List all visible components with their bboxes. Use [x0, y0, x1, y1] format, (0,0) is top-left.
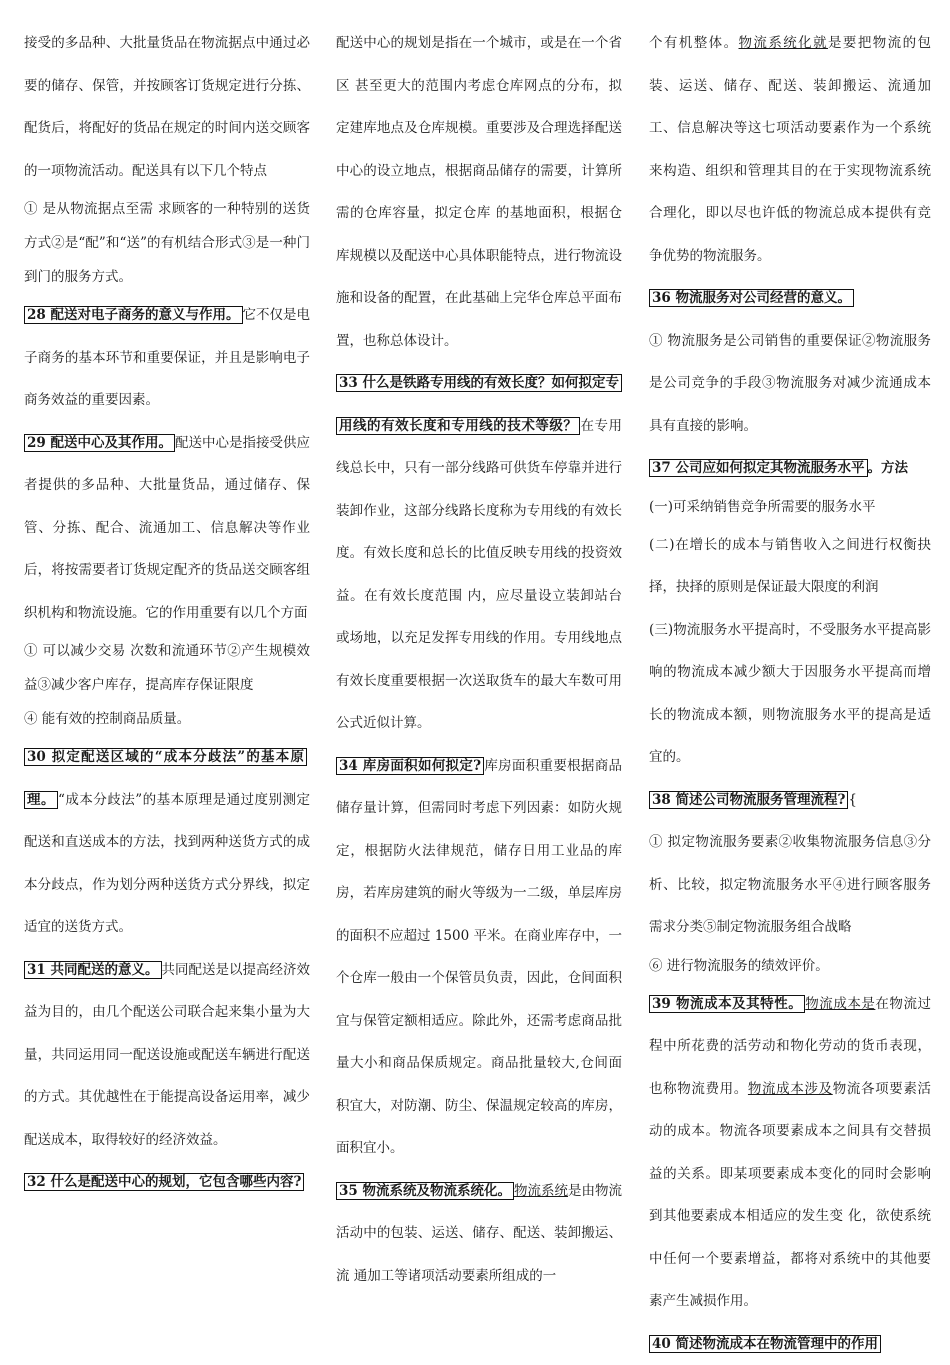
- question-33: [336, 362, 622, 745]
- question-29-answer: 配送中心是指接受供应者提供的多品种、大批量货品，通过储存、保管、分拣、配合、流通加工、信息解决等作业后，将按需要者订货规定配齐的货品送交顾客组织机构和物流设施。它的作用重要有以几个方面: [24, 435, 310, 621]
- question-30-answer: “成本分歧法”的基本原理是通过度别测定配送和直送成本的方法，找到两种送货方式的成本分歧点，作为划分两种送货方式分界线，拟定适宜的送货方式。: [24, 792, 310, 936]
- term-systemization: 物流系统化就: [739, 35, 829, 51]
- question-35-term: 物流系统: [514, 1183, 568, 1199]
- question-31: [24, 949, 310, 1162]
- question-33-answer: 在专用线总长中，只有一部分线路可供货车停靠并进行装卸作业，这部分线路长度称为专用线的有效长度。有效长度和总长的比值反映专用线的投资效益。在有效长度范围 内，应尽量设立装卸站台或场地，以充足发挥专用线的作用。专用线地点有效长度重要根据一次送取货车的最大车数可用公式近似计算。: [336, 418, 622, 732]
- text-column-1: [24, 22, 310, 1204]
- question-29-list-item-4: ④ 能有效的控制商品质量。: [24, 702, 310, 736]
- question-39-answer-2: 物流各项要素活动的成本。物流各项要素成本之间具有交替损益的关系。即某项要素成本变化的同时会影响到其他要素成本相适应的发生变 化，欲使系统中任何一个要素增益，都将对系统中的其他要素产生减损作用。: [649, 1081, 931, 1310]
- question-37-item-2: (二)在增长的成本与销售收入之间进行权衡抉择，抉择的原则是保证最大限度的利润: [649, 524, 931, 609]
- question-33-heading: 33 什么是铁路专用线的有效长度？如何拟定专用线的有效长度和专用线的技术等级？: [336, 374, 622, 435]
- question-37-punct: 。方法: [868, 460, 909, 476]
- paragraph-delivery-definition: 接受的多品种、大批量货品在物流据点中通过必要的储存、保管，并按顾客订货规定进行分拣、配货后，将配好的货品在规定的时间内送交顾客的一项物流活动。配送具有以下几个特点: [24, 22, 310, 192]
- term-logistics-cost-scope: 物流成本涉及: [748, 1081, 833, 1097]
- text-column-3: [649, 22, 931, 1365]
- question-35: [336, 1170, 622, 1298]
- paragraph-logistics-systemization: [649, 22, 931, 277]
- paragraph-delivery-features: ① 是从物流据点至需 求顾客的一种特别的送货方式②是“配”和“送”的有机结合形式③是一种门到门的服务方式。: [24, 192, 310, 294]
- question-32-heading: 32 什么是配送中心的规划，它包含哪些内容?: [24, 1173, 304, 1191]
- question-30-heading: 30 拟定配送区域的“成本分歧法”的基本原理。: [24, 748, 307, 809]
- question-37: [649, 447, 931, 490]
- question-34-heading: 34 库房面积如何拟定?: [336, 757, 484, 775]
- question-31-heading: 31 共同配送的意义。: [24, 961, 162, 979]
- question-38: [649, 779, 931, 822]
- question-28: [24, 294, 310, 422]
- question-29-heading: 29 配送中心及其作用。: [24, 434, 175, 452]
- question-34: [336, 745, 622, 1170]
- question-37-heading: 37 公司应如何拟定其物流服务水平: [649, 459, 868, 477]
- question-28-answer: 它不仅是电子商务的基本环节和重要保证，并且是影响电子商务效益的重要因素。: [24, 307, 310, 408]
- question-30: [24, 736, 310, 949]
- question-38-heading: 38 简述公司物流服务管理流程?: [649, 791, 848, 809]
- question-39: [649, 983, 931, 1323]
- question-37-item-1: (一)可采纳销售竞争所需要的服务水平: [649, 490, 931, 524]
- question-40-heading: 40 简述物流成本在物流管理中的作用: [649, 1335, 881, 1353]
- question-31-answer: 共同配送是以提高经济效益为目的，由几个配送公司联合起来集小量为大量，共同运用同一配送设施或配送车辆进行配送的方式。其优越性在于能提高设备运用率，减少配送成本，取得较好的经济效益。: [24, 962, 310, 1148]
- question-38-answer: ① 拟定物流服务要素②收集物流服务信息③分析、比较，拟定物流服务水平④进行顾客服务需求分类⑤制定物流服务组合战略: [649, 821, 931, 949]
- question-29-list: ① 可以减少交易 次数和流通环节②产生规模效益③减少客户库存，提高库存保证限度: [24, 634, 310, 702]
- paragraph-text: 个有机整体。: [649, 35, 739, 51]
- question-39-answer-1: 在物流过程中所花费的活劳动和物化劳动的货币表现，也称物流费用。: [649, 996, 931, 1097]
- question-36-answer: ① 物流服务是公司销售的重要保证②物流服务是公司竞争的手段③物流服务对减少流通成本具有直接的影响。: [649, 320, 931, 448]
- question-39-heading: 39 物流成本及其特性。: [649, 995, 805, 1013]
- question-35-heading: 35 物流系统及物流系统化。: [336, 1182, 514, 1200]
- question-35-answer: 是由物流活动中的包装、运送、储存、配送、装卸搬运、流 通加工等诸项活动要素所组成的一: [336, 1183, 622, 1284]
- question-38-brace: {: [848, 792, 857, 808]
- question-37-item-3: (三)物流服务水平提高时，不受服务水平提高影响的物流成本减少额大于因服务水平提高而增长的物流成本额，则物流服务水平的提高是适宜的。: [649, 609, 931, 779]
- question-34-answer: 库房面积重要根据商品储存量计算，但需同时考虑下列因素：如防火规定，根据防火法律规范，储存日用工业品的库房，若库房建筑的耐火等级为一二级，单层库房的面积不应超过 1500 平米。在商业库存中，一个仓库一般由一个保管员负责，因此，仓间面积宜与保管定额相适应。除此外，还需考虑商品批量大小和商品保质规定。商品批量较大,仓间面积宜大，对防潮、防尘、保温规定较高的库房，面积宜小。: [336, 758, 622, 1157]
- paragraph-center-planning: 配送中心的规划是指在一个城市，或是在一个省区 甚至更大的范围内考虑仓库网点的分布，拟定建库地点及仓库规模。重要涉及合理选择配送中心的设立地点，根据商品储存的需要，计算所需的仓库容量，拟定仓库 的基地面积，根据仓库规模以及配送中心具体职能特点，进行物流设施和设备的配置，在此基础上完华仓库总平面布置，也称总体设计。: [336, 22, 622, 362]
- question-29: [24, 422, 310, 635]
- question-28-heading: 28 配送对电子商务的意义与作用。: [24, 306, 243, 324]
- question-32: [24, 1161, 310, 1204]
- question-38-answer-last: ⑥ 进行物流服务的绩效评价。: [649, 949, 931, 983]
- paragraph-text: 是要把物流的包装、运送、储存、配送、装卸搬运、流通加工、信息解决等这七项活动要素作为一个系统来构造、组织和管理其目的在于实现物流系统合理化，即以尽也许低的物流总成本提供有竞争优势的物流服务。: [649, 35, 931, 264]
- question-36: [649, 277, 931, 320]
- term-logistics-cost: 物流成本是: [805, 996, 875, 1012]
- question-36-heading: 36 物流服务对公司经营的意义。: [649, 289, 854, 307]
- text-column-2: [336, 22, 622, 1297]
